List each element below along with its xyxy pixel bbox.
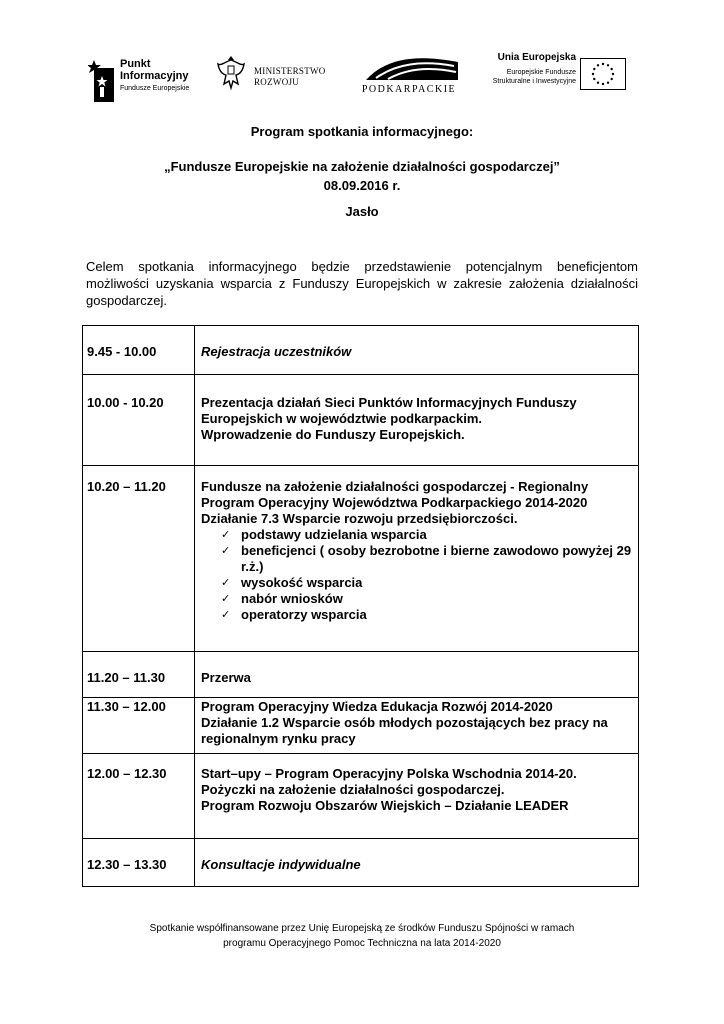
agenda-time: 12.00 – 12.30 (83, 754, 195, 839)
punkt-logo-line1: Punkt (120, 58, 151, 70)
agenda-row (83, 754, 639, 839)
ministry-logo-line2: ROZWOJU (254, 77, 300, 87)
agenda-line: Fundusze na założenie działalności gospodarczej - Regionalny Program Operacyjny Województwa Podkarpackiego 2014-2020 (201, 479, 589, 510)
eu-logo-line3: Strukturalne i Inwestycyjne (492, 78, 576, 85)
agenda-row (83, 698, 639, 754)
program-title: Program spotkania informacyjnego: (250, 124, 474, 139)
checklist-item: ✓ operatorzy wsparcia (221, 607, 367, 622)
agenda-line: Start–upy – Program Operacyjny Polska Wschodnia 2014-20. (201, 766, 577, 781)
agenda-time: 9.45 - 10.00 (83, 326, 195, 375)
ministerstwo-rozwoju-logo (216, 54, 336, 98)
agenda-row (83, 326, 639, 375)
ministry-logo-line1: MINISTERSTWO (254, 66, 326, 76)
agenda-line: Rejestracja uczestników (201, 344, 352, 359)
checkmark-icon: ✓ (221, 545, 231, 557)
eu-flag-icon (580, 58, 626, 90)
agenda-line: Prezentacja działań Sieci Punktów Informacyjnych Funduszy Europejskich w województwie podkarpackim. (201, 395, 577, 426)
star-figure-icon (88, 56, 116, 102)
agenda-time: 10.20 – 11.20 (83, 466, 195, 652)
event-date: 08.09.2016 r. (323, 178, 401, 193)
agenda-line: Działanie 7.3 Wsparcie rozwoju przedsiębiorczości. (201, 511, 518, 526)
podkarpackie-logo (354, 50, 464, 98)
podkarpackie-logo-text: PODKARPACKIE (361, 84, 457, 95)
agenda-table (82, 325, 639, 887)
checklist-item: ✓ wysokość wsparcia (221, 575, 363, 590)
agenda-time: 11.20 – 11.30 (83, 652, 195, 698)
eagle-emblem-icon (216, 54, 246, 92)
agenda-description (195, 754, 639, 839)
eu-logo-line1: Unia Europejska (497, 52, 576, 63)
agenda-description (195, 375, 639, 466)
event-title: „Fundusze Europejskie na założenie działalności gospodarczej” (164, 159, 560, 174)
agenda-description (195, 839, 639, 887)
punkt-logo-line2: Informacyjny (120, 70, 189, 82)
agenda-line: Program Operacyjny Wiedza Edukacja Rozwój 2014-2020 (201, 699, 553, 714)
agenda-row (83, 839, 639, 887)
agenda-row (83, 375, 639, 466)
checklist-item: ✓ podstawy udzielania wsparcia (221, 527, 427, 542)
punkt-logo-line3: Fundusze Europejskie (120, 85, 190, 92)
agenda-description (195, 652, 639, 698)
checkmark-icon: ✓ (221, 529, 231, 541)
checkmark-icon: ✓ (221, 609, 231, 621)
footer-line1: Spotkanie współfinansowane przez Unię Europejską ze środków Funduszu Spójności w ramach (149, 923, 575, 934)
agenda-time: 10.00 - 10.20 (83, 375, 195, 466)
eu-logo-line2: Europejskie Fundusze (506, 69, 576, 76)
agenda-description (195, 326, 639, 375)
agenda-time: 12.30 – 13.30 (83, 839, 195, 887)
checklist-item: ✓ nabór wniosków (221, 591, 343, 606)
agenda-line: Program Rozwoju Obszarów Wiejskich – Działanie LEADER (201, 798, 569, 813)
intro-paragraph: Celem spotkania informacyjnego będzie przedstawienie potencjalnym beneficjentom możliwości uzyskania wsparcia z Funduszy Europejskich w zakresie założenia działalności gospodarczej. (86, 259, 638, 308)
unia-europejska-logo (482, 52, 642, 96)
checkmark-icon: ✓ (221, 577, 231, 589)
agenda-line: Wprowadzenie do Funduszy Europejskich. (201, 427, 465, 442)
logo-bar (0, 40, 724, 110)
topic-checklist (201, 527, 634, 623)
footer-line2: programu Operacyjnego Pomoc Techniczna na lata 2014-2020 (223, 938, 501, 949)
agenda-row (83, 466, 639, 652)
checkmark-icon: ✓ (221, 593, 231, 605)
agenda-line: Konsultacje indywidualne (201, 857, 361, 872)
event-city: Jasło (345, 204, 379, 219)
agenda-description (195, 466, 639, 652)
agenda-description (195, 698, 639, 754)
agenda-line: Przerwa (201, 670, 251, 685)
agenda-row (83, 652, 639, 698)
hills-icon (366, 54, 458, 80)
punkt-informacyjny-logo (88, 52, 218, 102)
footer-note (60, 921, 664, 951)
checklist-item: ✓ beneficjenci ( osoby bezrobotne i bierne zawodowo powyżej 29 r.ż.) (221, 543, 632, 574)
agenda-line: Pożyczki na założenie działalności gospodarczej. (201, 782, 505, 797)
agenda-line: Działanie 1.2 Wsparcie osób młodych pozostających bez pracy na regionalnym rynku pracy (201, 715, 608, 746)
agenda-time: 11.30 – 12.00 (83, 698, 195, 754)
